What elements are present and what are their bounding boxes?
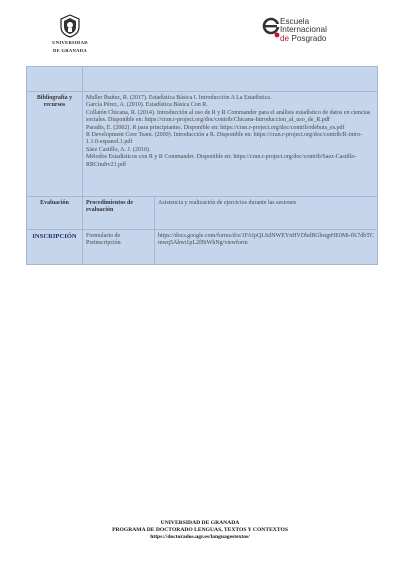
eip-name	[280, 18, 327, 43]
blank-cell	[27, 67, 83, 92]
reference-item: Paradis, E. (2002). R para principiantes. Disponible en: https://cran.r-project.org/doc/contrib/rdebuts_es.pdf	[86, 124, 345, 131]
eip-line4: Posgrado	[291, 33, 327, 43]
bibliography-label: Bibliografía y recursos	[27, 92, 83, 197]
reference-item: Métodos Estadísticos con R y R Commander. Disponible en: https://cran.r-project.org/doc/contrib/Saez-Castillo-RRCmdrv21.pdf	[86, 154, 357, 168]
course-info-table	[26, 66, 378, 265]
table-row-bibliography	[27, 92, 378, 197]
reference-item: Collatón Chicana, R. (2014). Introducción al uso de R y R Commander para el análisis estadístico de datos en ciencias sociales. Disponible en: https://cran.r-project.org/doc/contrib/Chicana-Introduccion_al_uso_de_R.pdf	[86, 109, 371, 124]
ugr-name-line1: UNIVERSIDAD	[52, 40, 88, 45]
footer-program: PROGRAMA DE DOCTORADO LENGUAS, TEXTOS Y CONTEXTOS	[112, 527, 288, 533]
eip-line2: Internacional	[280, 25, 327, 35]
evaluation-procedures-label: Procedimientos de evaluación	[83, 197, 155, 230]
preinscription-form-label: Formulario de Preinscripción	[83, 230, 155, 265]
evaluation-text: Asistencia y realización de ejercicios durante las sesiones	[155, 197, 378, 230]
reference-item: R Development Core Team. (2000). Introducción a R. Disponible en: https://cran.r-project.org/doc/contrib/R-intro-1.1.0-espanol.1.pdf	[86, 132, 363, 146]
footer-url[interactable]: https://doctorados.ugr.es/languagestextos/	[150, 534, 250, 540]
evaluation-label: Evaluación	[27, 197, 83, 230]
table-row-blank	[27, 67, 378, 92]
reference-item: Sáez Castillo, A. J. (2010).	[86, 146, 151, 153]
reference-item: Muller Ibañez, R. (2017). Estadística Básica I. Introducción A La Estadística.	[86, 95, 272, 101]
eip-logo	[262, 16, 372, 58]
page-footer	[0, 520, 400, 541]
table-row-evaluation	[27, 197, 378, 230]
ugr-logo	[44, 14, 96, 53]
inscripcion-label	[27, 230, 83, 265]
ugr-name-line2: DE GRANADA	[52, 47, 87, 53]
footer-university: UNIVERSIDAD DE GRANADA	[160, 520, 240, 526]
blank-body-cell	[83, 67, 378, 92]
eip-line3: de	[280, 33, 290, 43]
eip-line3-4	[280, 35, 327, 43]
preinscription-link[interactable]: https://docs.google.com/forms/d/e/1FAIpQLSdNWEYnHVDbdBGbsqpHE0Mt-fK7dbTCmwq5Ahwt1pL2fBiWhNg/viewform	[155, 230, 378, 265]
table-row-inscripcion	[27, 230, 378, 265]
reference-item: García Pérez, A. (2010). Estadística Básica Con R.	[86, 102, 208, 109]
inscripcion-label-text: INSCRIPCIÓN	[32, 233, 77, 240]
eip-line1: Escuela	[280, 17, 310, 26]
bibliography-list	[83, 92, 378, 197]
ugr-seal-icon	[59, 14, 81, 38]
eip-mark-icon	[262, 16, 282, 40]
